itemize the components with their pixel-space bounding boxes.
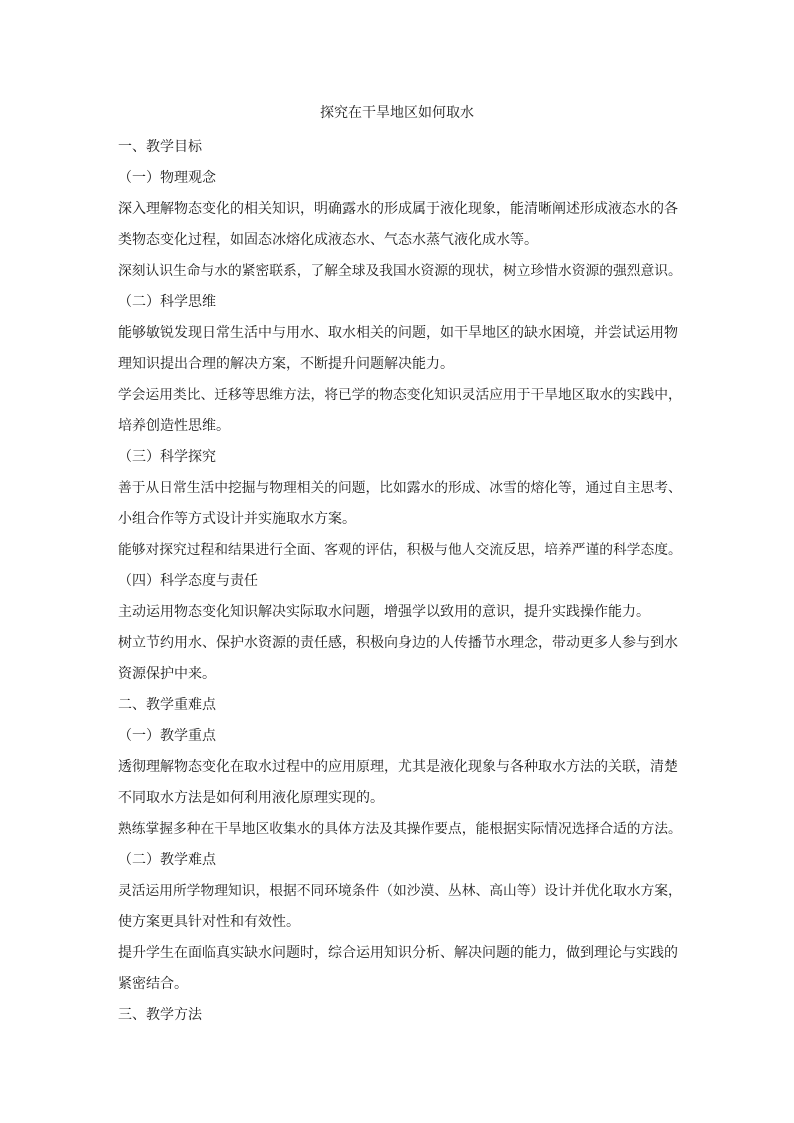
subsection-heading-scientific-thinking: （二）科学思维 <box>118 294 216 310</box>
paragraph-line: 不同取水方法是如何利用液化原理实现的。 <box>118 790 384 806</box>
paragraph-line: 紧密结合。 <box>118 976 188 992</box>
subsection-heading-key-points: （一）教学重点 <box>118 728 216 744</box>
paragraph-line: 理知识提出合理的解决方案，不断提升问题解决能力。 <box>118 356 454 372</box>
paragraph-line: 资源保护中来。 <box>118 666 216 682</box>
paragraph-line: 透彻理解物态变化在取水过程中的应用原理，尤其是液化现象与各种取水方法的关联，清楚 <box>118 759 678 775</box>
paragraph-line: 树立节约用水、保护水资源的责任感，积极向身边的人传播节水理念，带动更多人参与到水 <box>118 635 678 651</box>
section-heading-objectives: 一、教学目标 <box>118 139 202 155</box>
section-heading-teaching-methods: 三、教学方法 <box>118 1007 202 1023</box>
paragraph-line: 深刻认识生命与水的紧密联系，了解全球及我国水资源的现状，树立珍惜水资源的强烈意识。 <box>118 263 682 279</box>
subsection-heading-scientific-inquiry: （三）科学探究 <box>118 449 216 465</box>
subsection-heading-difficult-points: （二）教学难点 <box>118 852 216 868</box>
paragraph-line: 善于从日常生活中挖掘与物理相关的问题，比如露水的形成、冰雪的熔化等，通过自主思考、 <box>118 480 682 496</box>
paragraph-line: 深入理解物态变化的相关知识，明确露水的形成属于液化现象，能清晰阐述形成液态水的各 <box>118 201 678 217</box>
section-heading-key-difficult-points: 二、教学重难点 <box>118 697 216 713</box>
paragraph-line: 提升学生在面临真实缺水问题时，综合运用知识分析、解决问题的能力，做到理论与实践的 <box>118 945 678 961</box>
paragraph-line: 能够对探究过程和结果进行全面、客观的评估，积极与他人交流反思，培养严谨的科学态度。 <box>118 542 682 558</box>
paragraph-line: 灵活运用所学物理知识，根据不同环境条件（如沙漠、丛林、高山等）设计并优化取水方案， <box>118 883 682 899</box>
paragraph-line: 能够敏锐发现日常生活中与用水、取水相关的问题，如干旱地区的缺水困境，并尝试运用物 <box>118 325 678 341</box>
paragraph-line: 学会运用类比、迁移等思维方法，将已学的物态变化知识灵活应用于干旱地区取水的实践中， <box>118 387 682 403</box>
document-title: 探究在干旱地区如何取水 <box>320 105 474 121</box>
paragraph-line: 使方案更具针对性和有效性。 <box>118 914 300 930</box>
subsection-heading-attitude-responsibility: （四）科学态度与责任 <box>118 573 258 589</box>
paragraph-line: 小组合作等方式设计并实施取水方案。 <box>118 511 356 527</box>
paragraph-line: 培养创造性思维。 <box>118 418 230 434</box>
subsection-heading-physics-concept: （一）物理观念 <box>118 170 216 186</box>
paragraph-line: 类物态变化过程，如固态冰熔化成液态水、气态水蒸气液化成水等。 <box>118 232 538 248</box>
paragraph-line: 主动运用物态变化知识解决实际取水问题，增强学以致用的意识，提升实践操作能力。 <box>118 604 650 620</box>
document-body <box>118 132 684 1031</box>
paragraph-line: 熟练掌握多种在干旱地区收集水的具体方法及其操作要点，能根据实际情况选择合适的方法。 <box>118 821 682 837</box>
